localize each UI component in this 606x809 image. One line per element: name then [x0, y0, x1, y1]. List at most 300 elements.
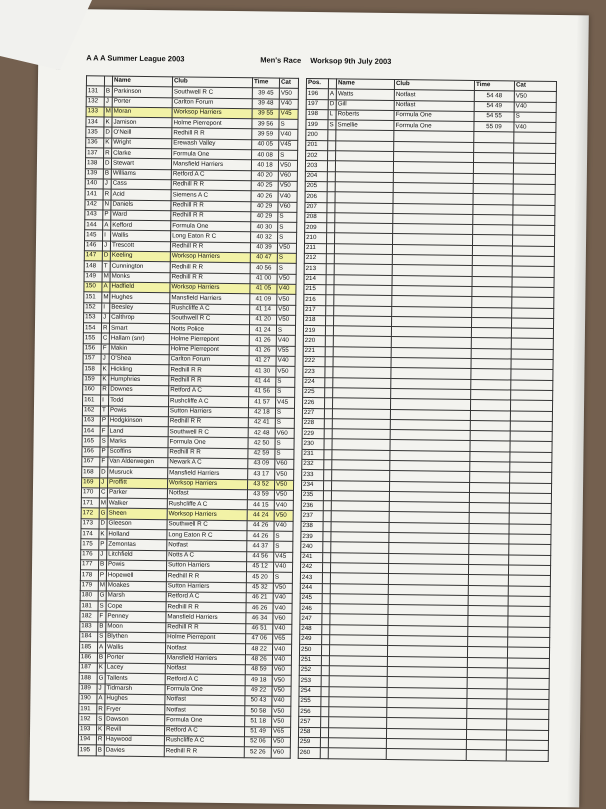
- club-cell: Redhill R R: [164, 746, 244, 757]
- cat-cell: V40: [274, 500, 293, 511]
- name-cell: [331, 542, 389, 553]
- time-cell: [470, 472, 510, 483]
- initial-cell: [326, 264, 334, 274]
- initial-cell: [325, 326, 333, 336]
- club-cell: Notfast: [165, 664, 245, 675]
- time-cell: [466, 750, 506, 761]
- time-cell: 40 20: [251, 170, 278, 181]
- pos-cell: 135: [86, 127, 104, 138]
- cat-cell: V40: [273, 562, 292, 573]
- initial-cell: B: [98, 622, 106, 632]
- name-cell: [330, 583, 388, 594]
- cat-cell: V50: [274, 490, 293, 501]
- name-cell: Haywood: [104, 735, 164, 746]
- club-cell: Holme Pierrepont: [169, 334, 249, 345]
- pos-cell: 173: [81, 518, 99, 529]
- pos-cell: 206: [305, 192, 327, 203]
- initial-header: [328, 79, 336, 89]
- initial-cell: [327, 171, 335, 181]
- club-cell: Carlton Forum: [172, 97, 252, 108]
- time-cell: [468, 575, 508, 586]
- time-cell: 50 43: [245, 696, 272, 707]
- initial-cell: [326, 243, 334, 253]
- club-cell: Redhill R R: [166, 623, 246, 634]
- pos-cell: 197: [306, 99, 328, 110]
- pos-cell: 215: [304, 284, 326, 295]
- time-cell: [473, 204, 513, 215]
- cat-cell: [513, 205, 555, 216]
- name-cell: [334, 285, 392, 296]
- cat-cell: [511, 349, 553, 360]
- name-cell: [336, 141, 394, 152]
- cat-cell: [506, 740, 548, 751]
- initial-cell: [322, 594, 330, 604]
- pos-cell: 234: [301, 480, 323, 491]
- pos-cell: 158: [83, 364, 101, 375]
- name-cell: Wallis: [111, 231, 171, 242]
- time-cell: [470, 461, 510, 472]
- initial-cell: L: [328, 110, 336, 120]
- initial-cell: T: [102, 261, 110, 271]
- pos-cell: 166: [82, 446, 100, 457]
- initial-cell: [327, 202, 335, 212]
- cat-cell: S: [275, 438, 294, 449]
- club-cell: [386, 749, 466, 760]
- time-cell: 44 56: [247, 551, 274, 562]
- name-cell: Clarke: [112, 148, 172, 159]
- name-cell: [331, 522, 389, 533]
- cat-cell: S: [274, 531, 293, 542]
- name-cell: Dawson: [105, 714, 165, 725]
- time-cell: [472, 276, 512, 287]
- pos-cell: 134: [86, 117, 104, 128]
- club-cell: Redhill R R: [166, 602, 246, 613]
- club-cell: Rushcliffe A C: [170, 303, 250, 314]
- pos-cell: 145: [85, 230, 103, 241]
- pos-cell: 222: [303, 356, 325, 367]
- pos-cell: 255: [299, 696, 321, 707]
- name-cell: Scoffins: [108, 447, 168, 458]
- pos-cell: 182: [80, 611, 98, 622]
- time-cell: [467, 657, 507, 668]
- name-cell: Hickling: [109, 364, 169, 375]
- time-cell: 45 20: [246, 572, 273, 583]
- name-cell: Davies: [104, 745, 164, 756]
- pos-cell: 180: [80, 591, 98, 602]
- cat-cell: V40: [279, 130, 298, 141]
- name-cell: Cass: [111, 179, 171, 190]
- pos-cell: 203: [305, 161, 327, 172]
- initial-cell: [320, 727, 328, 737]
- name-cell: Zemontas: [107, 539, 167, 550]
- cat-cell: [507, 678, 549, 689]
- time-cell: 39 55: [252, 109, 279, 120]
- time-cell: [468, 616, 508, 627]
- cat-cell: V50: [272, 706, 291, 717]
- name-cell: Jamison: [112, 117, 172, 128]
- initial-cell: M: [99, 498, 107, 508]
- pos-cell: 207: [305, 202, 327, 213]
- pos-cell: 193: [78, 724, 96, 735]
- initial-cell: P: [100, 447, 108, 457]
- name-cell: Lacey: [105, 663, 165, 674]
- club-cell: Redhill R R: [166, 571, 246, 582]
- name-cell: Smellie: [336, 120, 394, 131]
- cat-cell: V50: [279, 88, 298, 99]
- cat-cell: V45: [276, 397, 295, 408]
- initial-cell: [321, 666, 329, 676]
- cat-cell: [507, 668, 549, 679]
- time-cell: [471, 328, 511, 339]
- initial-cell: B: [103, 169, 111, 179]
- pos-cell: 253: [299, 676, 321, 687]
- pos-cell: 139: [85, 168, 103, 179]
- club-cell: Mansfield Harriers: [168, 468, 248, 479]
- cat-cell: V65: [273, 634, 292, 645]
- cat-cell: V40: [272, 655, 291, 666]
- cat-cell: [508, 627, 550, 638]
- initial-cell: D: [102, 251, 110, 261]
- cat-cell: [507, 709, 549, 720]
- initial-cell: R: [104, 148, 112, 158]
- cat-cell: [510, 462, 552, 473]
- cat-cell: V40: [276, 336, 295, 347]
- cat-cell: S: [278, 222, 297, 233]
- initial-cell: R: [101, 385, 109, 395]
- pos-cell: 257: [299, 717, 321, 728]
- initial-cell: T: [100, 405, 108, 415]
- time-cell: 55 09: [474, 122, 514, 133]
- club-cell: Notfast: [167, 540, 247, 551]
- pos-cell: 137: [86, 148, 104, 159]
- cat-cell: V60: [273, 614, 292, 625]
- pos-cell: 251: [299, 655, 321, 666]
- name-cell: Moakes: [106, 581, 166, 592]
- pos-cell: 240: [301, 542, 323, 553]
- cat-cell: V50: [277, 305, 296, 316]
- pos-cell: 177: [81, 560, 99, 571]
- initial-cell: P: [103, 210, 111, 220]
- pos-cell: 131: [86, 86, 104, 97]
- time-cell: [472, 286, 512, 297]
- name-cell: [334, 264, 392, 275]
- initial-cell: R: [101, 323, 109, 333]
- name-cell: [334, 254, 392, 265]
- pos-cell: 159: [83, 374, 101, 385]
- cat-cell: [508, 575, 550, 586]
- name-cell: [332, 470, 390, 481]
- name-cell: [329, 666, 387, 677]
- initial-cell: [323, 491, 331, 501]
- club-cell: Retford A C: [169, 386, 249, 397]
- time-cell: 41 20: [250, 315, 277, 326]
- pos-cell: 237: [301, 511, 323, 522]
- name-cell: Musruck: [108, 467, 168, 478]
- time-cell: 39 56: [252, 119, 279, 130]
- name-cell: [329, 717, 387, 728]
- initial-header: [104, 76, 112, 86]
- cat-cell: V40: [279, 99, 298, 110]
- pos-cell: 233: [302, 470, 324, 481]
- initial-cell: P: [98, 570, 106, 580]
- name-cell: Beesley: [110, 303, 170, 314]
- time-cell: 42 59: [248, 448, 275, 459]
- cat-cell: V50: [278, 181, 297, 192]
- pos-cell: 226: [303, 398, 325, 409]
- initial-cell: G: [97, 673, 105, 683]
- initial-cell: C: [101, 333, 109, 343]
- initial-cell: [325, 388, 333, 398]
- time-cell: 51 18: [245, 716, 272, 727]
- name-cell: Roberts: [336, 110, 394, 121]
- initial-cell: K: [101, 375, 109, 385]
- pos-cell: 259: [298, 737, 320, 748]
- time-cell: [468, 626, 508, 637]
- initial-cell: [328, 130, 336, 140]
- club-cell: Sutton Harriers: [166, 581, 246, 592]
- cat-cell: V45: [274, 552, 293, 563]
- name-cell: Parkinson: [112, 86, 172, 97]
- time-cell: 49 18: [245, 675, 272, 686]
- time-cell: 43 17: [248, 469, 275, 480]
- club-header: Club: [394, 80, 474, 91]
- name-cell: Powis: [108, 406, 168, 417]
- initial-cell: I: [103, 230, 111, 240]
- time-cell: [468, 585, 508, 596]
- name-cell: Ward: [111, 210, 171, 221]
- initial-cell: [325, 346, 333, 356]
- name-cell: [329, 686, 387, 697]
- name-cell: Hallam (snr): [109, 333, 169, 344]
- cat-cell: V50: [274, 511, 293, 522]
- cat-cell: V60: [278, 171, 297, 182]
- name-cell: Tidmarsh: [105, 684, 165, 695]
- time-cell: 46 51: [246, 623, 273, 634]
- time-cell: 40 05: [252, 140, 279, 151]
- name-cell: [331, 480, 389, 491]
- pos-cell: 147: [84, 251, 102, 262]
- pos-cell: 228: [302, 418, 324, 429]
- time-cell: 46 34: [246, 613, 273, 624]
- pos-cell: 143: [85, 210, 103, 221]
- initial-cell: M: [98, 580, 106, 590]
- pos-cell: 239: [301, 531, 323, 542]
- cat-cell: [510, 400, 552, 411]
- pos-cell: 202: [306, 151, 328, 162]
- time-cell: 44 15: [247, 500, 274, 511]
- cat-cell: V50: [514, 91, 556, 102]
- initial-cell: J: [102, 313, 110, 323]
- time-cell: [467, 688, 507, 699]
- time-cell: [471, 317, 511, 328]
- time-cell: [471, 369, 511, 380]
- pos-cell: 245: [300, 593, 322, 604]
- pos-cell: 248: [300, 624, 322, 635]
- pos-cell: 204: [305, 171, 327, 182]
- initial-cell: [321, 686, 329, 696]
- time-cell: 41 30: [249, 366, 276, 377]
- club-cell: Mansfield Harriers: [171, 159, 251, 170]
- club-cell: Worksop Harriers: [167, 509, 247, 520]
- initial-cell: S: [98, 632, 106, 642]
- cat-cell: V40: [514, 102, 556, 113]
- time-cell: 47 06: [246, 634, 273, 645]
- initial-cell: F: [100, 457, 108, 467]
- name-cell: [332, 408, 390, 419]
- initial-cell: K: [101, 364, 109, 374]
- pos-cell: 168: [82, 467, 100, 478]
- initial-cell: [321, 707, 329, 717]
- time-cell: 40 26: [251, 191, 278, 202]
- name-cell: Hopewell: [106, 570, 166, 581]
- club-cell: Southwell R C: [167, 520, 247, 531]
- cat-cell: S: [277, 263, 296, 274]
- initial-cell: B: [96, 745, 104, 755]
- initial-cell: P: [100, 416, 108, 426]
- name-cell: [330, 635, 388, 646]
- cat-cell: V50: [275, 469, 294, 480]
- name-cell: [330, 625, 388, 636]
- cat-cell: [506, 730, 548, 741]
- name-cell: [335, 202, 393, 213]
- pos-cell: 244: [300, 583, 322, 594]
- pos-cell: 230: [302, 439, 324, 450]
- time-cell: [471, 338, 511, 349]
- name-cell: Moon: [106, 622, 166, 633]
- club-cell: Mansfield Harriers: [165, 653, 245, 664]
- pos-cell: 195: [78, 745, 96, 756]
- time-cell: [471, 379, 511, 390]
- pos-cell: 171: [81, 498, 99, 509]
- pos-cell: 212: [304, 253, 326, 264]
- cat-header: Cat: [279, 78, 298, 89]
- time-cell: [473, 183, 513, 194]
- cat-cell: V50: [277, 315, 296, 326]
- pos-cell: 165: [82, 436, 100, 447]
- name-cell: Blythen: [106, 632, 166, 643]
- cat-cell: [513, 194, 555, 205]
- name-cell: [329, 676, 387, 687]
- time-cell: 41 57: [249, 397, 276, 408]
- club-cell: Formula One: [168, 437, 248, 448]
- time-cell: 40 56: [250, 263, 277, 274]
- paper-edge-shadow: [567, 15, 589, 807]
- name-cell: [332, 439, 390, 450]
- name-cell: Hodgkinson: [108, 416, 168, 427]
- name-cell: [335, 171, 393, 182]
- initial-cell: S: [98, 601, 106, 611]
- pos-cell: 154: [83, 323, 101, 334]
- name-cell: Marsh: [106, 591, 166, 602]
- initial-cell: [328, 151, 336, 161]
- time-cell: [470, 431, 510, 442]
- cat-cell: S: [274, 541, 293, 552]
- pos-cell: 260: [298, 748, 320, 759]
- time-cell: 44 37: [247, 541, 274, 552]
- name-cell: Cope: [106, 601, 166, 612]
- cat-cell: [511, 369, 553, 380]
- pos-cell: 213: [304, 264, 326, 275]
- initial-cell: [327, 223, 335, 233]
- pos-cell: 178: [80, 570, 98, 581]
- time-cell: [471, 348, 511, 359]
- name-cell: Parker: [107, 488, 167, 499]
- initial-cell: [327, 213, 335, 223]
- pos-cell: 150: [84, 282, 102, 293]
- initial-cell: [323, 480, 331, 490]
- cat-cell: [509, 534, 551, 545]
- name-cell: Williams: [111, 169, 171, 180]
- cat-cell: [513, 174, 555, 185]
- pos-cell: 176: [81, 549, 99, 560]
- cat-cell: V50: [276, 366, 295, 377]
- name-cell: Land: [108, 426, 168, 437]
- club-cell: Erewash Valley: [172, 139, 252, 150]
- initial-cell: [326, 316, 334, 326]
- initial-cell: M: [102, 272, 110, 282]
- name-cell: Hadfield: [110, 282, 170, 293]
- cat-cell: V45: [279, 140, 298, 151]
- time-cell: [468, 564, 508, 575]
- time-cell: 48 59: [245, 665, 272, 676]
- time-cell: [472, 245, 512, 256]
- cat-cell: [512, 277, 554, 288]
- cat-cell: [511, 359, 553, 370]
- initial-cell: [324, 439, 332, 449]
- time-header: Time: [252, 78, 279, 89]
- pos-cell: 136: [86, 138, 104, 149]
- time-cell: [473, 225, 513, 236]
- initial-cell: K: [104, 117, 112, 127]
- cat-cell: V60: [275, 428, 294, 439]
- initial-cell: D: [104, 127, 112, 137]
- pos-cell: 205: [305, 181, 327, 192]
- club-cell: Redhill R R: [169, 365, 249, 376]
- cat-cell: S: [276, 325, 295, 336]
- time-cell: 41 56: [249, 387, 276, 398]
- pos-cell: 196: [306, 89, 328, 100]
- cat-cell: [511, 338, 553, 349]
- time-cell: 54 55: [474, 111, 514, 122]
- club-cell: Redhill R R: [170, 242, 250, 253]
- name-cell: Holland: [107, 529, 167, 540]
- time-cell: [470, 420, 510, 431]
- cat-cell: V60: [272, 665, 291, 676]
- initial-cell: [321, 717, 329, 727]
- name-cell: [328, 748, 386, 759]
- cat-cell: [512, 287, 554, 298]
- cat-cell: S: [514, 112, 556, 123]
- pos-cell: 187: [79, 663, 97, 674]
- initial-cell: [326, 285, 334, 295]
- name-cell: [336, 151, 394, 162]
- cat-cell: V40: [274, 521, 293, 532]
- name-cell: [330, 614, 388, 625]
- time-cell: [469, 513, 509, 524]
- pos-cell: 252: [299, 665, 321, 676]
- initial-cell: S: [100, 436, 108, 446]
- pos-cell: 167: [82, 457, 100, 468]
- cat-cell: [514, 132, 556, 143]
- time-cell: 39 48: [252, 98, 279, 109]
- cat-cell: [509, 503, 551, 514]
- cat-cell: [507, 658, 549, 669]
- initial-cell: [321, 696, 329, 706]
- name-cell: [331, 511, 389, 522]
- cat-cell: [508, 585, 550, 596]
- results-sheet: [29, 9, 589, 808]
- name-cell: Penney: [106, 611, 166, 622]
